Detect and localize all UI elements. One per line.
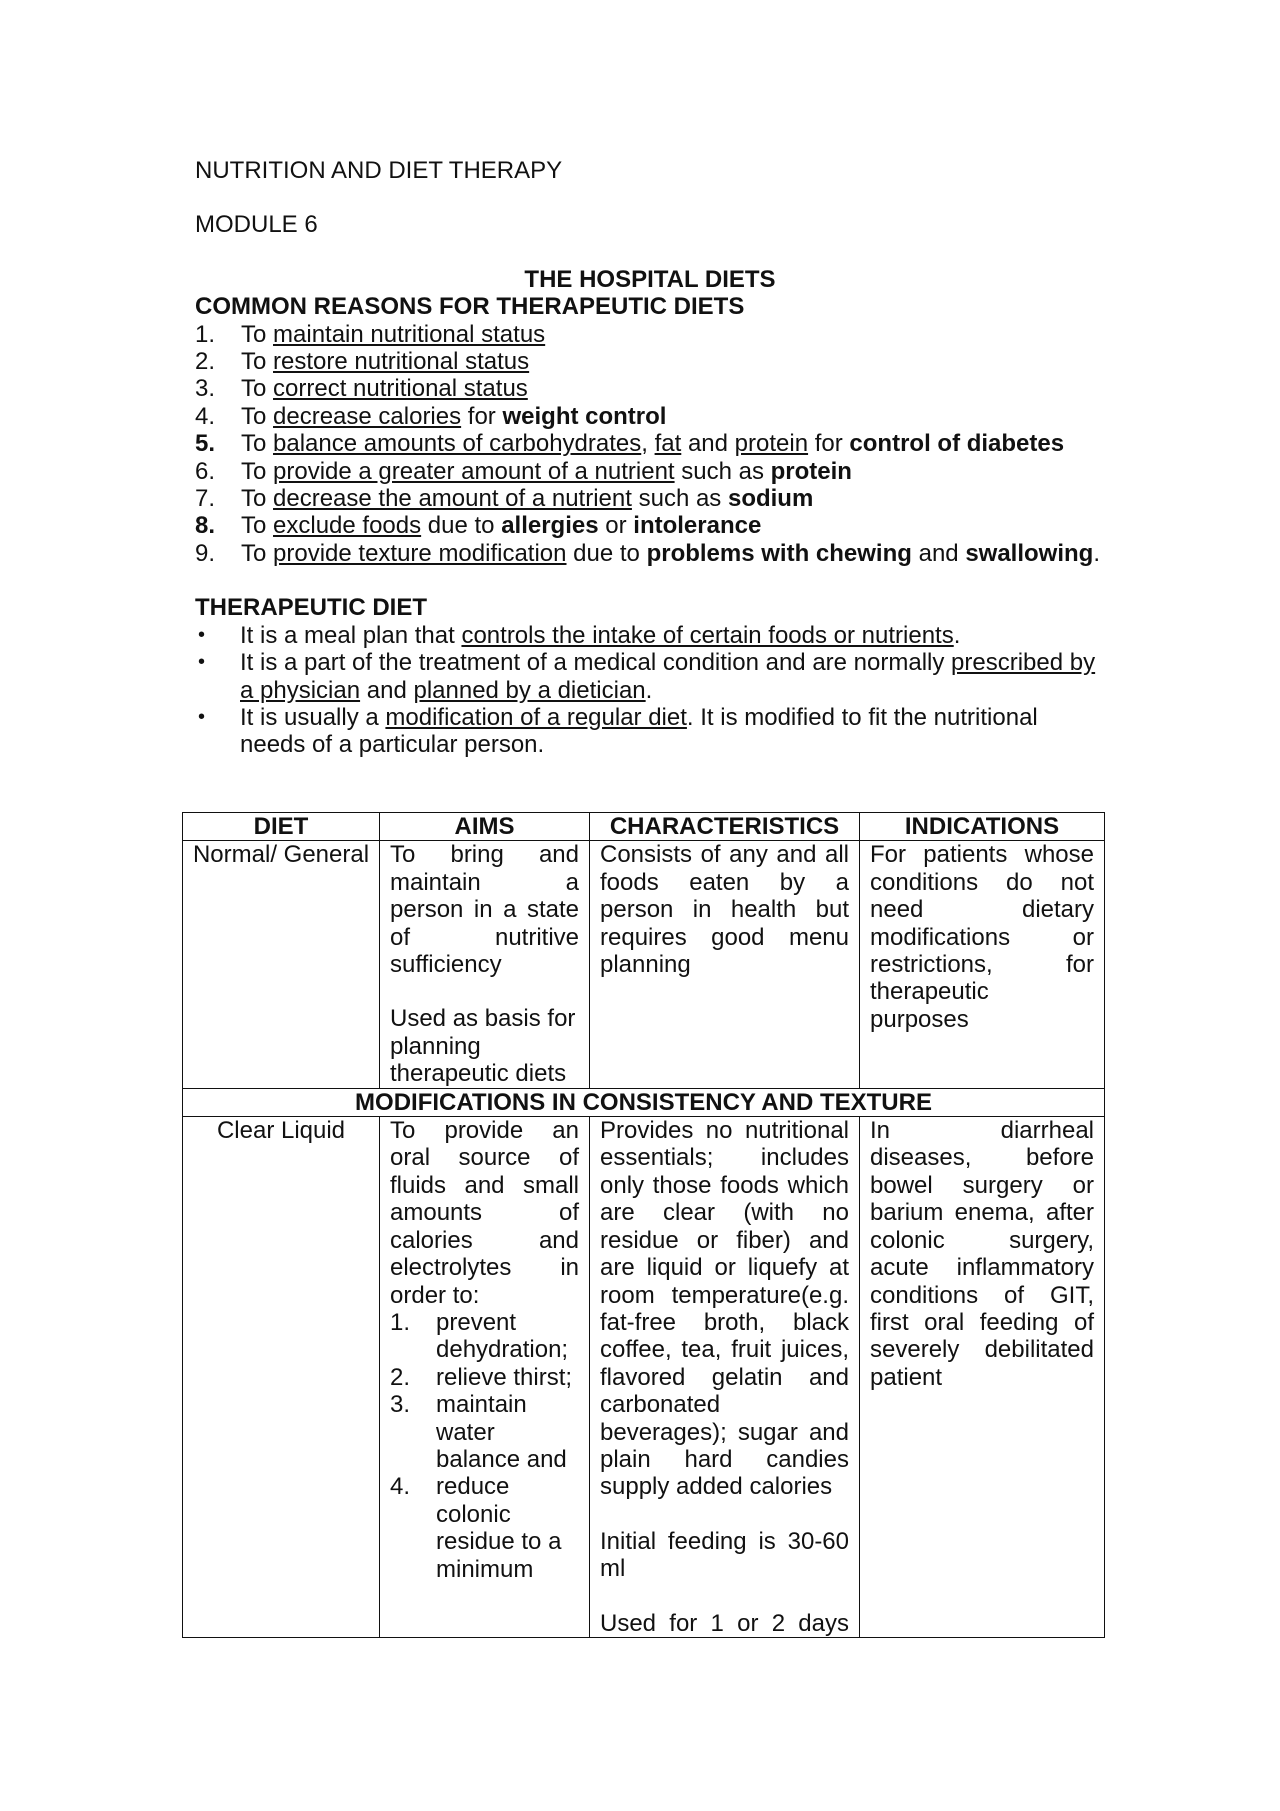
indications-cell: For patients whose conditions do not need dietary modifications or restrictions, for therapeutic purposes xyxy=(860,841,1105,1088)
column-header-aims: AIMS xyxy=(380,813,590,841)
column-header-indications: INDICATIONS xyxy=(860,813,1105,841)
diet-cell: Normal/ General xyxy=(183,841,380,1088)
list-item: 4. To decrease calories for weight control xyxy=(195,402,667,430)
bullet-icon: • xyxy=(198,705,206,728)
list-item: • It is a meal plan that controls the intake of certain foods or nutrients. xyxy=(198,621,961,649)
reasons-list xyxy=(195,321,1105,568)
list-item: • It is usually a modification of a regular diet. It is modified to fit the nutritional needs of a particular person. xyxy=(198,703,1038,759)
list-item: 1. To maintain nutritional status xyxy=(195,320,546,348)
list-item: 9. To provide texture modification due to problems with chewing and swallowing. xyxy=(195,539,1100,567)
list-item: 8. To exclude foods due to allergies or intolerance xyxy=(195,512,762,540)
list-item: 6. To provide a greater amount of a nutrient such as protein xyxy=(195,457,852,485)
section-heading: MODIFICATIONS IN CONSISTENCY AND TEXTURE xyxy=(183,1088,1105,1116)
table-header-row xyxy=(183,813,1105,841)
aims-cell: To provide an oral source of fluids and small amounts of calories and electrolytes in order to: 1. prevent dehydration; 2. relieve thirst; 3. maintain water balance and 4. reduce colonic residue to a minimum xyxy=(380,1117,590,1638)
column-header-diet: DIET xyxy=(183,813,380,841)
course-title: NUTRITION AND DIET THERAPY xyxy=(195,157,563,184)
reasons-heading: COMMON REASONS FOR THERAPEUTIC DIETS xyxy=(195,293,745,321)
table-row xyxy=(183,841,1105,1088)
list-item: 7. To decrease the amount of a nutrient such as sodium xyxy=(195,485,814,513)
aims-list xyxy=(390,1309,579,1583)
characteristics-cell: Provides no nutritional essentials; includes only those foods which are clear (with no residue or fiber) and are liquid or liquefy at room temperature(e.g. fat-free broth, black coffee, tea, fruit juices, flavored gelatin and carbonated beverages); sugar and plain hard candies supply added calories Initial feeding is 30-60 ml Used for 1 or 2 days xyxy=(590,1117,860,1638)
therapeutic-list xyxy=(195,622,1105,759)
diet-cell: Clear Liquid xyxy=(183,1117,380,1638)
characteristics-cell: Consists of any and all foods eaten by a person in health but requires good menu planning xyxy=(590,841,860,1088)
module-label: MODULE 6 xyxy=(195,211,318,239)
list-item: 2. relieve thirst; xyxy=(390,1363,573,1391)
list-item: 2. To restore nutritional status xyxy=(195,348,530,376)
therapeutic-heading: THERAPEUTIC DIET xyxy=(195,594,428,622)
diet-table xyxy=(182,812,1105,1638)
list-item: 4. reduce colonic residue to a minimum xyxy=(390,1473,562,1583)
aims-cell: To bring and maintain a person in a state of nutritive sufficiency Used as basis for planning therapeutic diets xyxy=(380,841,590,1088)
list-item: 5. To balance amounts of carbohydrates, fat and protein for control of diabetes xyxy=(195,430,1065,458)
page-title: THE HOSPITAL DIETS xyxy=(524,265,776,293)
list-item: 3. maintain water balance and xyxy=(390,1391,567,1473)
bullet-icon: • xyxy=(198,623,206,646)
indications-cell: In diarrheal diseases, before bowel surgery or barium enema, after colonic surgery, acute inflammatory conditions of GIT, first oral feeding of severely debilitated patient xyxy=(860,1117,1105,1638)
bullet-icon: • xyxy=(198,651,206,674)
section-row xyxy=(183,1088,1105,1116)
column-header-characteristics: CHARACTERISTICS xyxy=(590,813,860,841)
list-item: 3. To correct nutritional status xyxy=(195,375,528,403)
list-item: 1. prevent dehydration; xyxy=(390,1308,569,1364)
table-row xyxy=(183,1117,1105,1638)
document-page xyxy=(195,157,1105,759)
list-item: • It is a part of the treatment of a medical condition and are normally prescribed by a physician and planned by a dietician. xyxy=(198,649,1096,704)
